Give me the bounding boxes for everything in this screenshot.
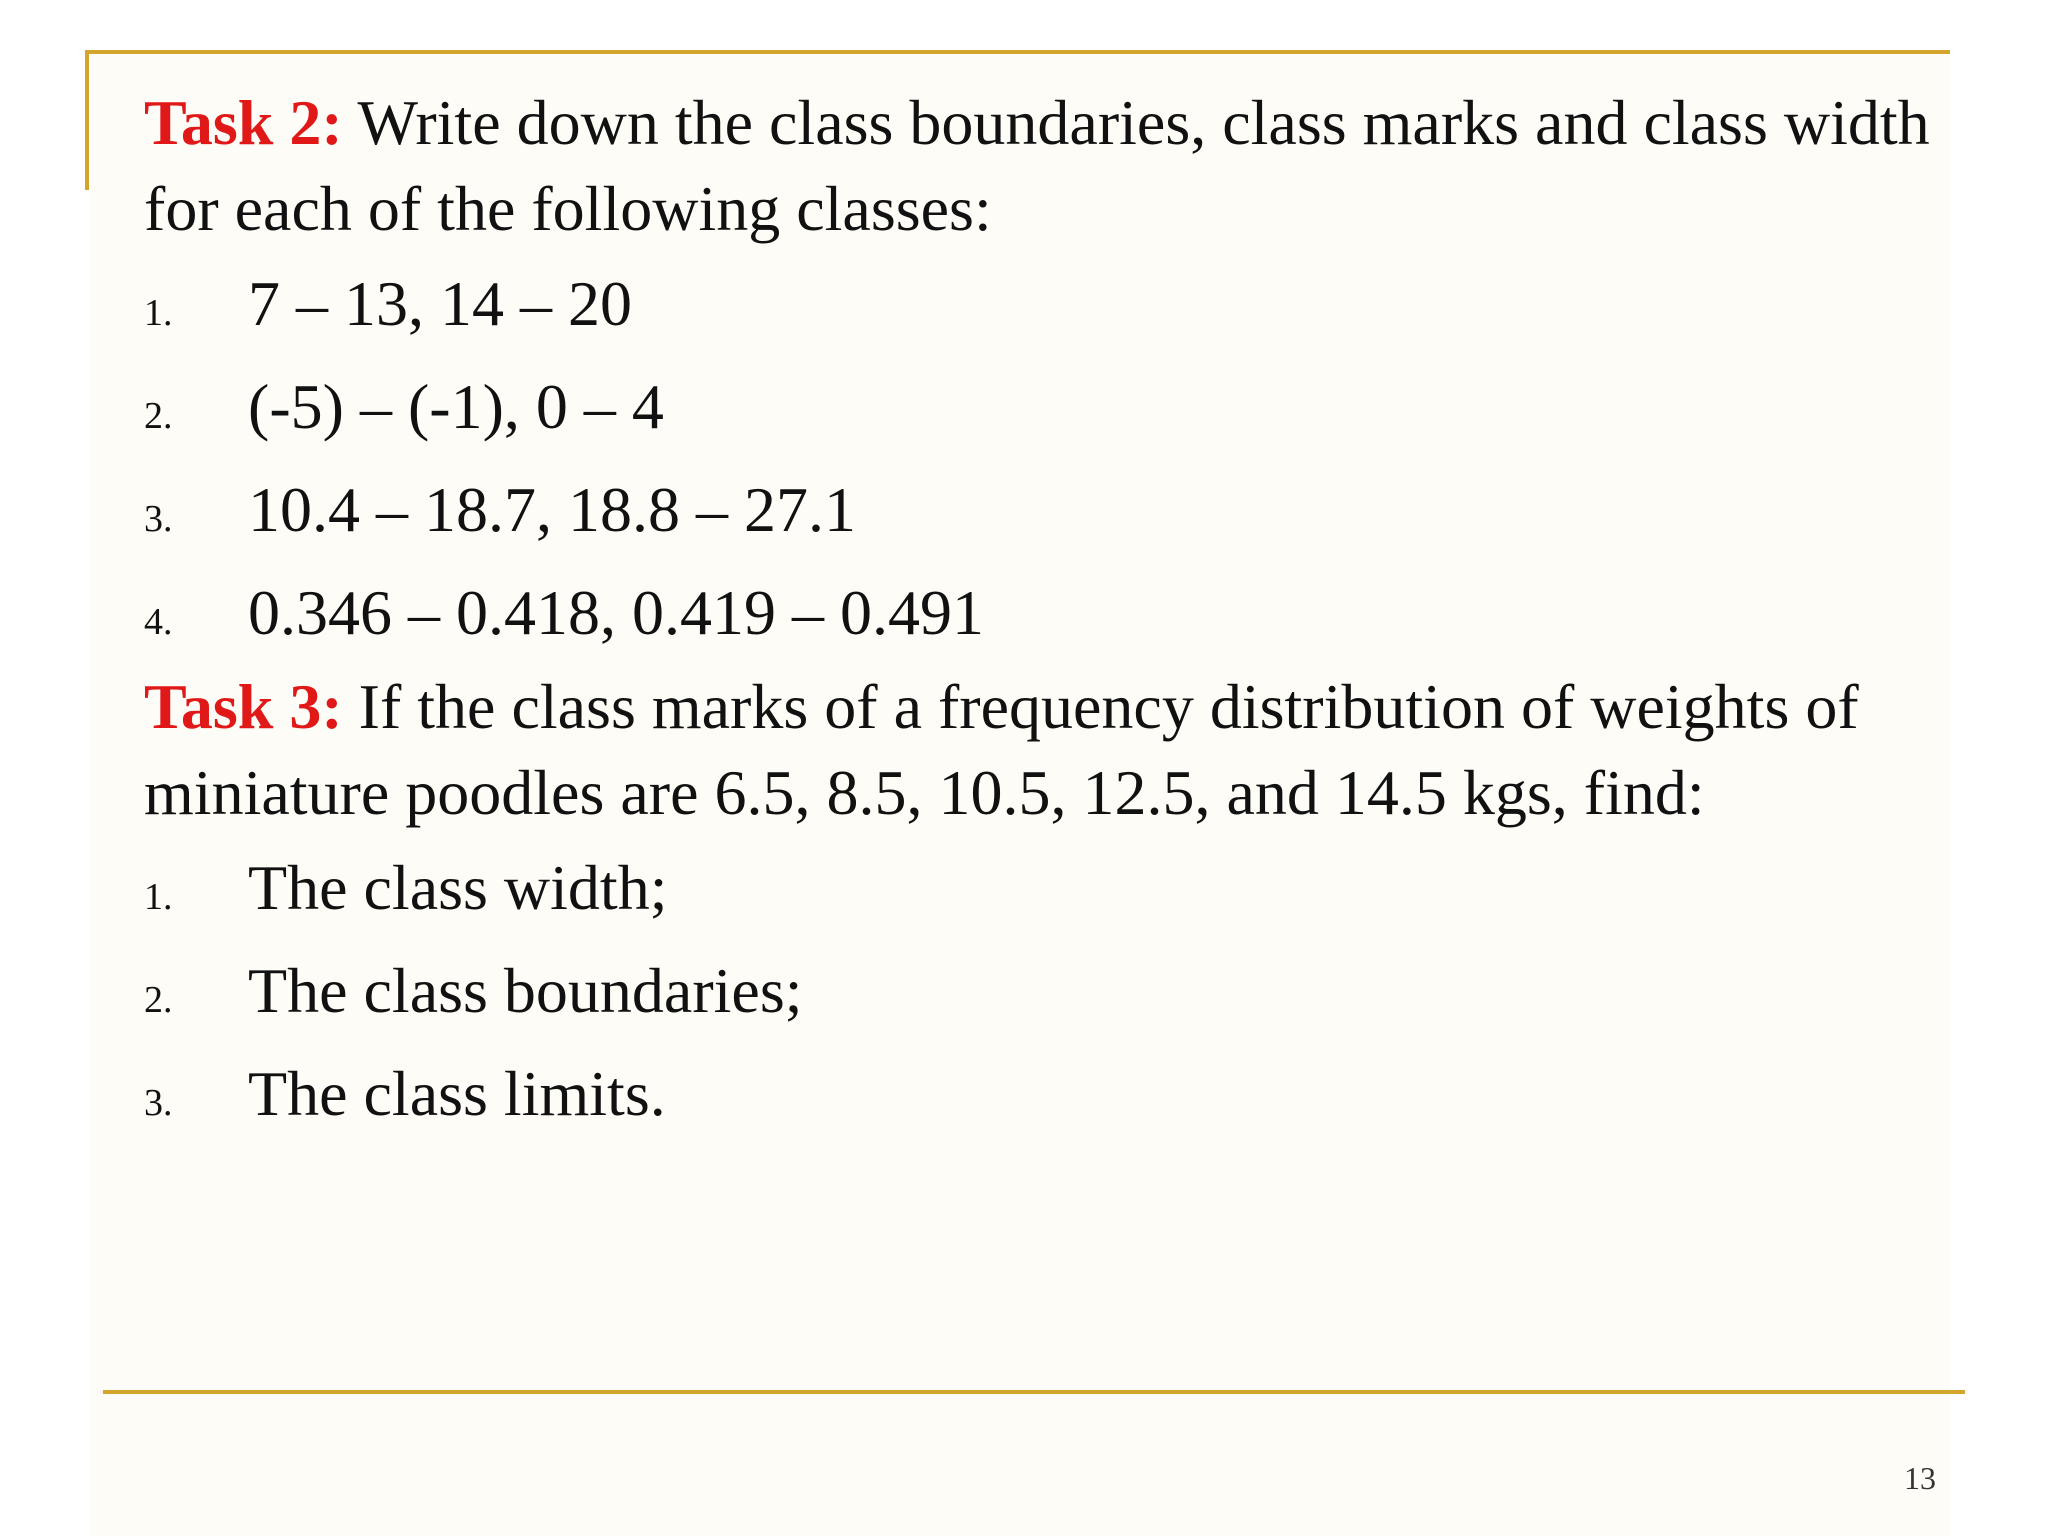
list-item-text: (-5) – (-1), 0 – 4 bbox=[248, 371, 664, 442]
page-number: 13 bbox=[1904, 1460, 1936, 1496]
task3-paragraph bbox=[144, 664, 1934, 836]
list-item-number: 3. bbox=[144, 498, 173, 540]
list-item-text: 7 – 13, 14 – 20 bbox=[248, 268, 632, 339]
slide-content bbox=[144, 80, 1934, 1145]
list-item-text: The class boundaries; bbox=[248, 955, 803, 1026]
task3-text: If the class marks of a frequency distribution of weights of miniature poodles are 6.5, 8.5, 10.5, 12.5, and 14.5 kgs, find: bbox=[144, 671, 1859, 828]
task3-list bbox=[144, 836, 1934, 1145]
list-item-text: The class width; bbox=[248, 852, 668, 923]
list-item-text: 0.346 – 0.418, 0.419 – 0.491 bbox=[248, 577, 984, 648]
task2-list bbox=[144, 252, 1934, 664]
list-item bbox=[144, 939, 1934, 1042]
list-item-number: 3. bbox=[144, 1082, 173, 1124]
list-item-number: 2. bbox=[144, 395, 173, 437]
task2-label: Task 2: bbox=[144, 87, 343, 158]
top-rule bbox=[85, 50, 1950, 54]
list-item-text: 10.4 – 18.7, 18.8 – 27.1 bbox=[248, 474, 856, 545]
list-item bbox=[144, 355, 1934, 458]
list-item bbox=[144, 458, 1934, 561]
list-item-number: 1. bbox=[144, 876, 173, 918]
task2-paragraph bbox=[144, 80, 1934, 252]
list-item-number: 2. bbox=[144, 979, 173, 1021]
list-item-number: 1. bbox=[144, 292, 173, 334]
list-item bbox=[144, 252, 1934, 355]
list-item bbox=[144, 836, 1934, 939]
list-item bbox=[144, 561, 1934, 664]
task3-label: Task 3: bbox=[144, 671, 343, 742]
list-item-number: 4. bbox=[144, 601, 173, 643]
left-rule bbox=[85, 50, 89, 190]
bottom-rule bbox=[103, 1390, 1965, 1394]
list-item-text: The class limits. bbox=[248, 1058, 666, 1129]
list-item bbox=[144, 1042, 1934, 1145]
task2-text: Write down the class boundaries, class marks and class width for each of the following classes: bbox=[144, 87, 1930, 244]
